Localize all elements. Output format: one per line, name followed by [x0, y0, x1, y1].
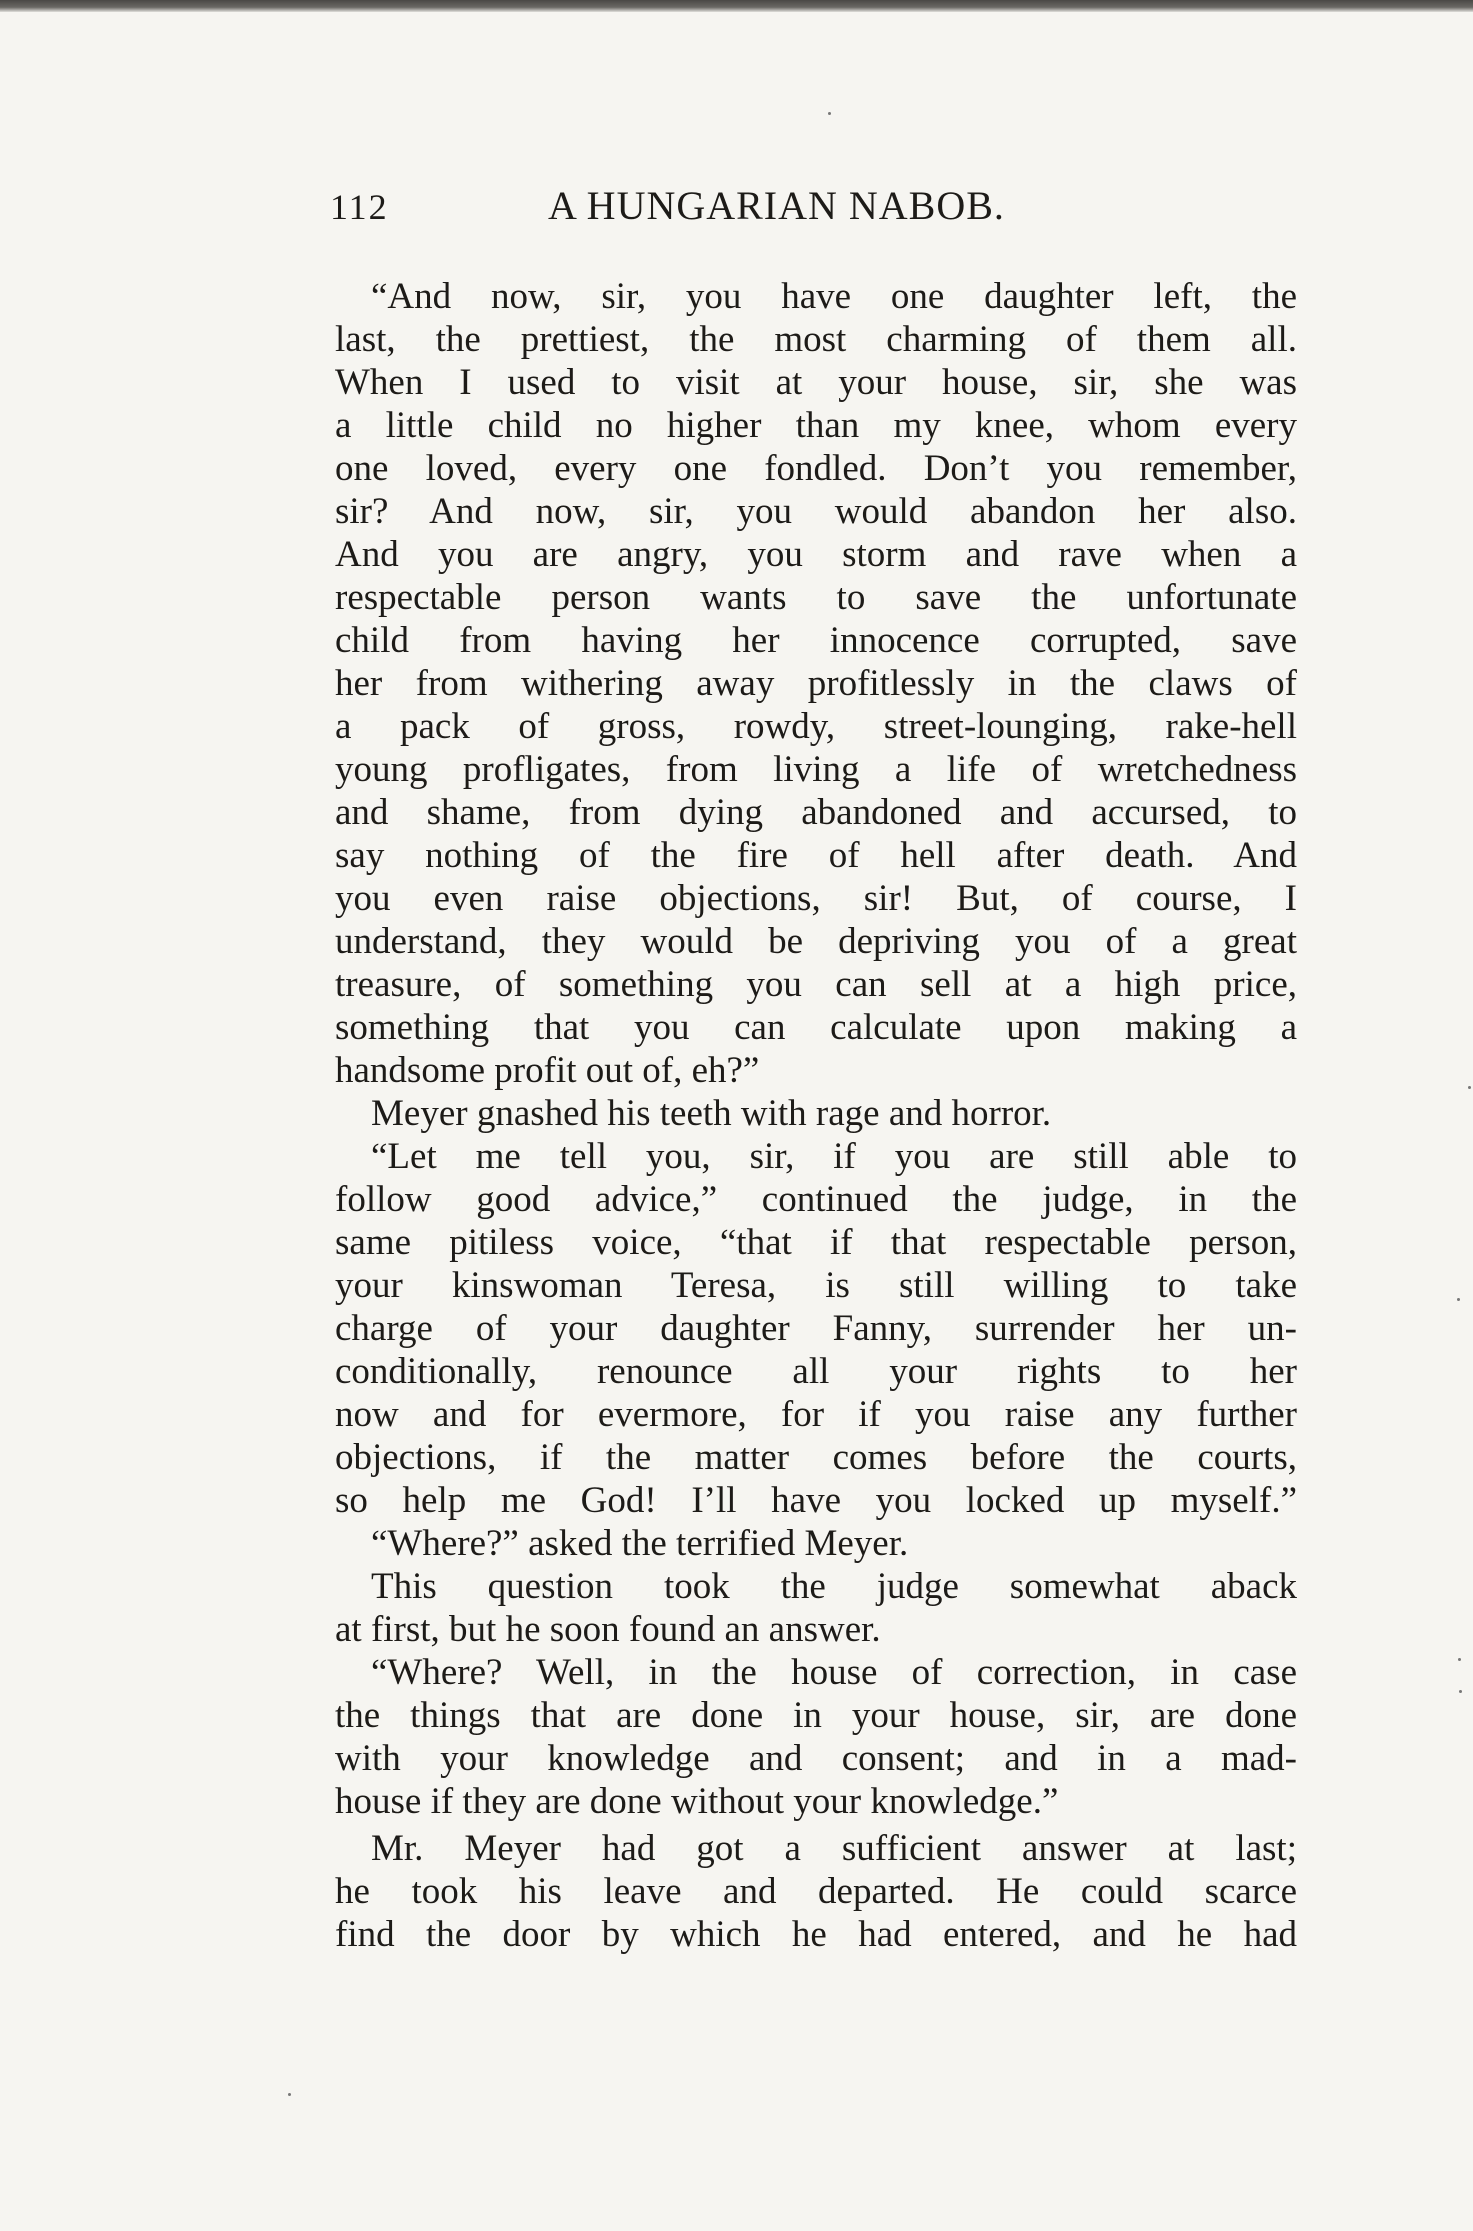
text-line: This question took the judge somewhat aback	[371, 1566, 1297, 1607]
text-line: “Where?” asked the terrified Meyer.	[371, 1523, 909, 1564]
text-line: follow good advice,” continued the judge, in the	[335, 1179, 1297, 1220]
text-line: one loved, every one fondled. Don’t you remember,	[335, 448, 1297, 489]
text-line: young profligates, from living a life of wretchedness	[335, 749, 1297, 790]
scan-speck	[1458, 1658, 1461, 1661]
text-line: so help me God! I’ll have you locked up myself.”	[335, 1480, 1297, 1521]
text-line: a little child no higher than my knee, whom every	[335, 405, 1297, 446]
scan-speck	[1457, 1298, 1460, 1301]
text-line: understand, they would be depriving you of a great	[335, 921, 1297, 962]
scan-speck	[1468, 1086, 1471, 1089]
text-line: “Let me tell you, sir, if you are still able to	[371, 1136, 1297, 1177]
text-line: sir? And now, sir, you would abandon her also.	[335, 491, 1297, 532]
text-line: “And now, sir, you have one daughter left, the	[371, 276, 1297, 317]
text-line: say nothing of the fire of hell after death. And	[335, 835, 1297, 876]
text-line: treasure, of something you can sell at a high price,	[335, 964, 1297, 1005]
text-line: house if they are done without your knowledge.”	[335, 1781, 1059, 1822]
top-scan-border	[0, 0, 1473, 12]
text-line: with your knowledge and consent; and in a mad-	[335, 1738, 1297, 1779]
text-line: her from withering away profitlessly in the claws of	[335, 663, 1297, 704]
text-line: child from having her innocence corrupted, save	[335, 620, 1297, 661]
text-line: now and for evermore, for if you raise any further	[335, 1394, 1297, 1435]
running-title: A HUNGARIAN NABOB.	[548, 183, 1005, 228]
text-line: find the door by which he had entered, and he had	[335, 1914, 1297, 1955]
text-line: a pack of gross, rowdy, street-lounging, rake-hell	[335, 706, 1297, 747]
page-header	[330, 183, 1298, 236]
text-line: respectable person wants to save the unfortunate	[335, 577, 1297, 618]
text-line: you even raise objections, sir! But, of course, I	[335, 878, 1297, 919]
text-line: same pitiless voice, “that if that respectable person,	[335, 1222, 1297, 1263]
text-line: and shame, from dying abandoned and accursed, to	[335, 792, 1297, 833]
page-number: 112	[330, 187, 389, 227]
text-line: the things that are done in your house, sir, are done	[335, 1695, 1297, 1736]
text-line: something that you can calculate upon making a	[335, 1007, 1297, 1048]
text-line: conditionally, renounce all your rights to her	[335, 1351, 1297, 1392]
scan-speck	[288, 2093, 291, 2096]
text-line: objections, if the matter comes before the courts,	[335, 1437, 1297, 1478]
scan-speck	[828, 112, 831, 115]
text-line: your kinswoman Teresa, is still willing to take	[335, 1265, 1297, 1306]
text-line: “Where? Well, in the house of correction, in case	[371, 1652, 1297, 1693]
scan-speck	[1459, 1690, 1462, 1693]
body-text	[335, 275, 1297, 1956]
text-line: he took his leave and departed. He could scarce	[335, 1871, 1297, 1912]
text-line: at first, but he soon found an answer.	[335, 1609, 881, 1650]
text-line: last, the prettiest, the most charming of them all.	[335, 319, 1297, 360]
text-line: Meyer gnashed his teeth with rage and horror.	[371, 1093, 1052, 1134]
text-line: charge of your daughter Fanny, surrender her un-	[335, 1308, 1297, 1349]
text-line: handsome profit out of, eh?”	[335, 1050, 760, 1091]
text-line: Mr. Meyer had got a sufficient answer at last;	[371, 1828, 1297, 1869]
text-line: And you are angry, you storm and rave when a	[335, 534, 1297, 575]
text-line: When I used to visit at your house, sir, she was	[335, 362, 1297, 403]
